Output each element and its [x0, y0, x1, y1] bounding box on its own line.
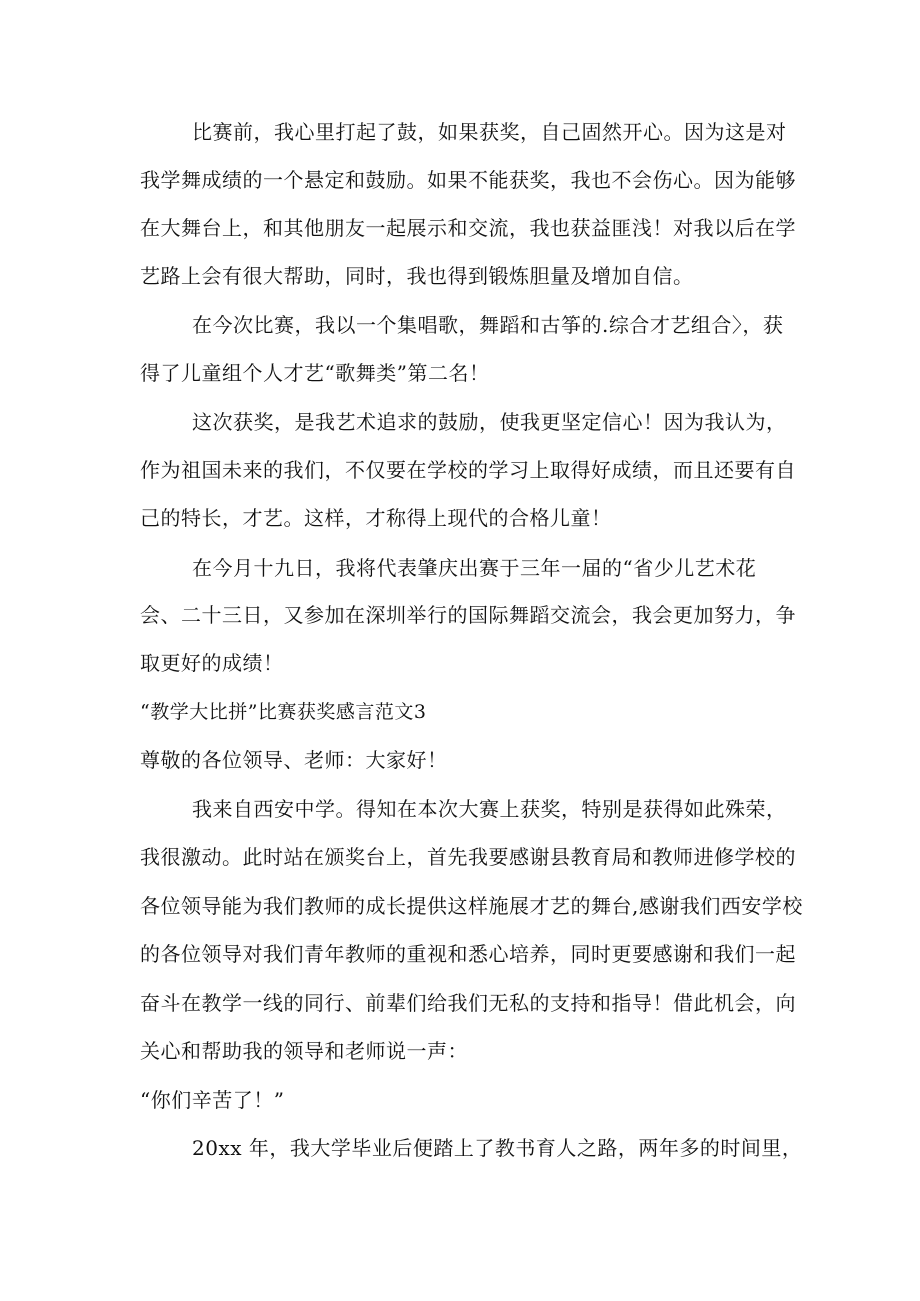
paragraph-3-line-1: 这次获奖，是我艺术追求的鼓励，使我更坚定信心！因为我认为，: [192, 410, 787, 434]
paragraph-5-line-5: 奋斗在教学一线的同行、前辈们给我们无私的支持和指导！借此机会，向: [140, 991, 796, 1015]
section-heading: “教学大比拼”比赛获奖感言范文3: [140, 701, 427, 723]
paragraph-1-line-4: 艺路上会有很大帮助，同时，我也得到锻炼胆量及增加自信。: [140, 264, 694, 288]
paragraph-5-line-4: 的各位领导对我们青年教师的重视和悉心培养，同时更要感谢和我们一起: [140, 942, 796, 966]
paragraph-3-line-2: 作为祖国未来的我们，不仅要在学校的学习上取得好成绩，而且还要有自: [140, 458, 796, 482]
paragraph-5-line-6: 关心和帮助我的领导和老师说一声：: [140, 1039, 468, 1063]
paragraph-4-line-3: 取更好的成绩！: [140, 651, 284, 675]
paragraph-4-line-2: 会、二十三日，又参加在深圳举行的国际舞蹈交流会，我会更加努力，争: [140, 603, 796, 627]
paragraph-5-line-2: 我很激动。此时站在颁奖台上，首先我要感谢县教育局和教师进修学校的: [140, 845, 796, 869]
paragraph-1-line-1: 比赛前，我心里打起了鼓，如果获奖，自己固然开心。因为这是对: [192, 120, 787, 144]
paragraph-5-line-1: 我来自西安中学。得知在本次大赛上获奖，特别是获得如此殊荣，: [192, 797, 787, 821]
paragraph-2-line-1: 在今次比赛，我以一个集唱歌，舞蹈和古筝的.综合才艺组合〉，获: [192, 313, 784, 337]
quote-line: “你们辛苦了！”: [140, 1088, 285, 1112]
paragraph-1-line-2: 我学舞成绩的一个悬定和鼓励。如果不能获奖，我也不会伤心。因为能够: [140, 168, 796, 192]
paragraph-4-line-1: 在今月十九日，我将代表肇庆出赛于三年一届的“省少儿艺术花: [192, 556, 757, 580]
paragraph-2-line-2: 得了儿童组个人才艺“歌舞类”第二名！: [140, 361, 490, 385]
paragraph-5-line-3: 各位领导能为我们教师的成长提供这样施展才艺的舞台,感谢我们西安学校: [140, 894, 803, 918]
paragraph-1-line-3: 在大舞台上，和其他朋友一起展示和交流，我也获益匪浅！对我以后在学: [140, 216, 796, 240]
salutation: 尊敬的各位领导、老师：大家好！: [140, 748, 448, 772]
paragraph-6-line-1: 20xx 年，我大学毕业后便踏上了教书育人之路，两年多的时间里，: [192, 1136, 803, 1160]
paragraph-3-line-3: 己的特长，才艺。这样，才称得上现代的合格儿童！: [140, 506, 612, 530]
